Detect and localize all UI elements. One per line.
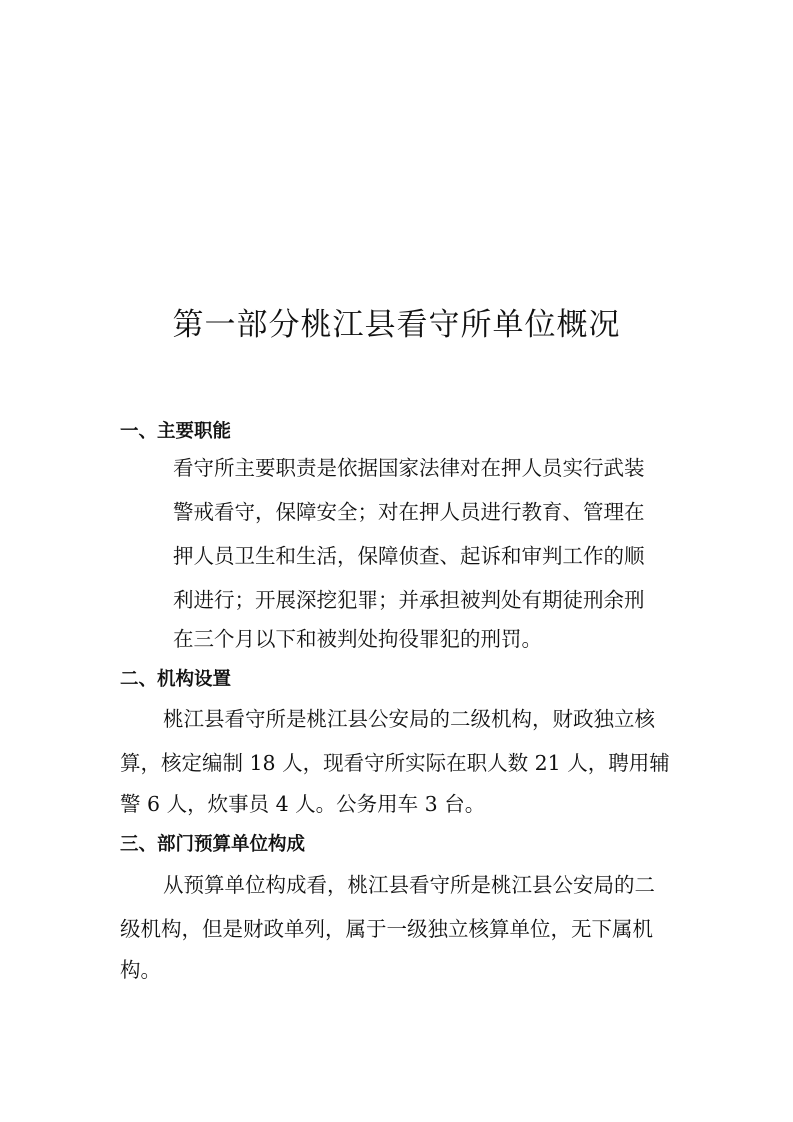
paragraph-line: 构。 xyxy=(120,958,161,982)
section-heading-budget-units: 三、部门预算单位构成 xyxy=(120,834,306,855)
page-title: 第一部分桃江县看守所单位概况 xyxy=(172,307,621,343)
section-heading-main-functions: 一、主要职能 xyxy=(120,421,232,442)
paragraph-line: 押人员卫生和生活，保障侦查、起诉和审判工作的顺 xyxy=(173,544,645,568)
paragraph-line: 警 6 人，炊事员 4 人。公务用车 3 台。 xyxy=(120,792,486,816)
paragraph-line: 算，核定编制 18 人，现看守所实际在职人数 21 人，聘用辅 xyxy=(120,751,670,775)
paragraph-line: 看守所主要职责是依据国家法律对在押人员实行武装 xyxy=(173,456,645,480)
section-heading-organization: 二、机构设置 xyxy=(120,669,232,690)
paragraph-line: 桃江县看守所是桃江县公安局的二级机构，财政独立核 xyxy=(163,707,655,731)
paragraph-line: 从预算单位构成看，桃江县看守所是桃江县公安局的二 xyxy=(163,873,655,897)
paragraph-line: 级机构，但是财政单列，属于一级独立核算单位，无下属机 xyxy=(120,917,653,941)
paragraph-line: 在三个月以下和被判处拘役罪犯的刑罚。 xyxy=(173,627,542,651)
paragraph-line: 利进行；开展深挖犯罪；并承担被判处有期徒刑余刑 xyxy=(173,588,645,612)
paragraph-line: 警戒看守，保障安全；对在押人员进行教育、管理在 xyxy=(173,500,645,524)
